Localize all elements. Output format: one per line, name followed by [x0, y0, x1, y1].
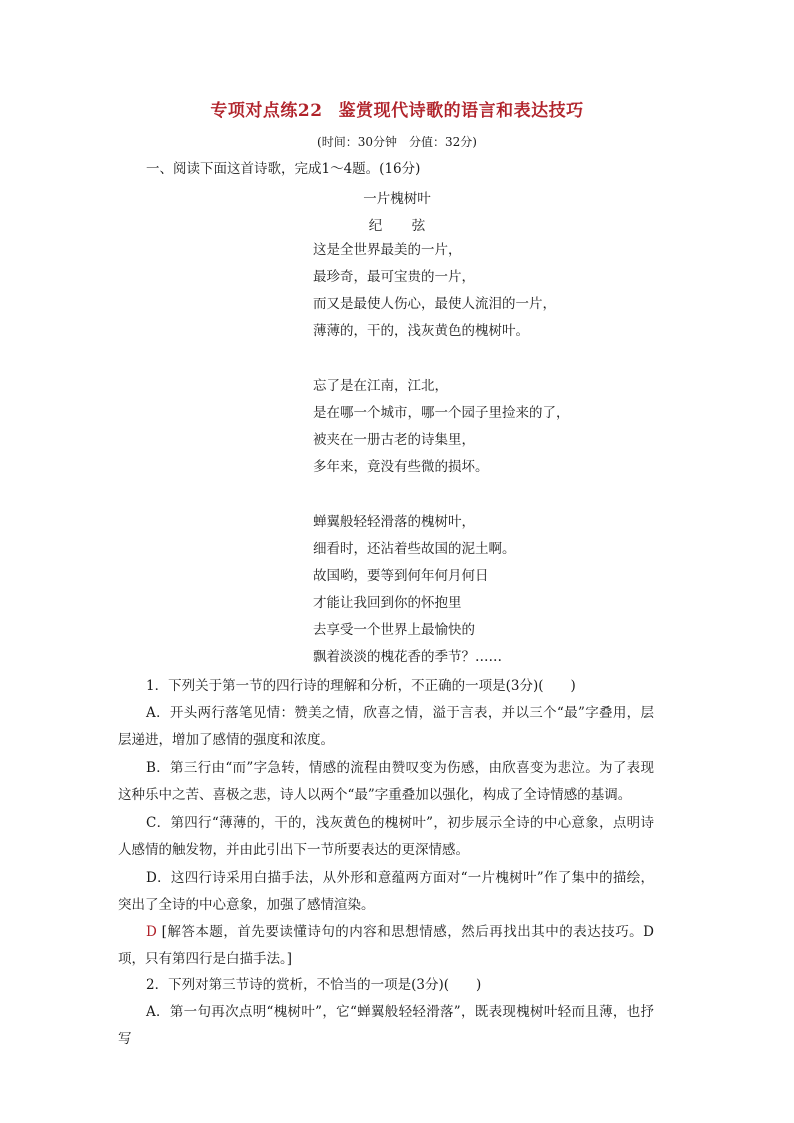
answer-explanation: [解答本题，首先要读懂诗句的内容和思想情感，然后再找出其中的表达技巧。D项，只有第四行是白描手法。] [118, 924, 655, 967]
poem-line: 是在哪一个城市，哪一个园子里捡来的了， [313, 405, 570, 421]
answer-letter: D [146, 924, 157, 940]
question-1-stem: 1．下列关于第一节的四行诗的理解和分析，不正确的一项是(3分)( ) [146, 678, 576, 694]
title-series: 专项对点练22 [210, 101, 323, 121]
poem-line: 最珍奇，最可宝贵的一片， [313, 269, 475, 285]
poem-line: 而又是最使人伤心，最使人流泪的一片， [313, 296, 556, 312]
poem-line: 才能让我回到你的怀抱里 [313, 595, 462, 611]
question-1-answer [118, 919, 654, 973]
poem-line: 飘着淡淡的槐花香的季节？…… [313, 649, 502, 665]
poem-line: 去享受一个世界上最愉快的 [313, 622, 475, 638]
time-score-info: (时间：30分钟 分值：32分) [317, 135, 477, 149]
question-1-option-a: A．开头两行落笔见情：赞美之情，欣喜之情，溢于言表，并以三个“最”字叠用，层层递进，增加了感情的强度和浓度。 [118, 705, 654, 748]
poem-title: 一片槐树叶 [363, 191, 431, 207]
poem-line: 这是全世界最美的一片， [313, 242, 462, 258]
poem-line: 被夹在一册古老的诗集里， [313, 432, 475, 448]
question-2-stem: 2．下列对第三节诗的赏析，不恰当的一项是(3分)( ) [146, 977, 482, 993]
poem-line: 蝉翼般轻轻滑落的槐树叶， [313, 514, 475, 530]
poem-line: 忘了是在江南，江北， [313, 378, 448, 394]
poem-line: 故国哟，要等到何年何月何日 [313, 568, 489, 584]
page-title [0, 96, 794, 121]
poem-line: 细看时，还沾着些故国的泥土啊。 [313, 541, 516, 557]
question-1-option-c: C．第四行“薄薄的，干的，浅灰黄色的槐树叶”，初步展示全诗的中心意象，点明诗人感情的触发物，并由此引出下一节所要表达的更深情感。 [118, 815, 654, 858]
question-1-option-b: B．第三行由“而”字急转，情感的流程由赞叹变为伤感，由欣喜变为悲泣。为了表现这种乐中之苦、喜极之悲，诗人以两个“最”字重叠加以强化，构成了全诗情感的基调。 [118, 760, 654, 803]
question-1-option-d: D．这四行诗采用白描手法，从外形和意蕴两方面对“一片槐树叶”作了集中的描绘，突出了全诗的中心意象，加强了感情渲染。 [118, 870, 654, 913]
poem-line: 薄薄的，干的，浅灰黄色的槐树叶。 [313, 323, 529, 339]
poem-author: 纪 弦 [368, 218, 434, 234]
section-heading: 一、阅读下面这首诗歌，完成1～4题。(16分) [146, 161, 421, 177]
question-2-option-a: A．第一句再次点明“槐树叶”，它“蝉翼般轻轻滑落”，既表现槐树叶轻而且薄，也抒写 [118, 1004, 654, 1047]
poem-line: 多年来，竟没有些微的损坏。 [313, 459, 489, 475]
title-topic: 鉴赏现代诗歌的语言和表达技巧 [338, 101, 584, 121]
